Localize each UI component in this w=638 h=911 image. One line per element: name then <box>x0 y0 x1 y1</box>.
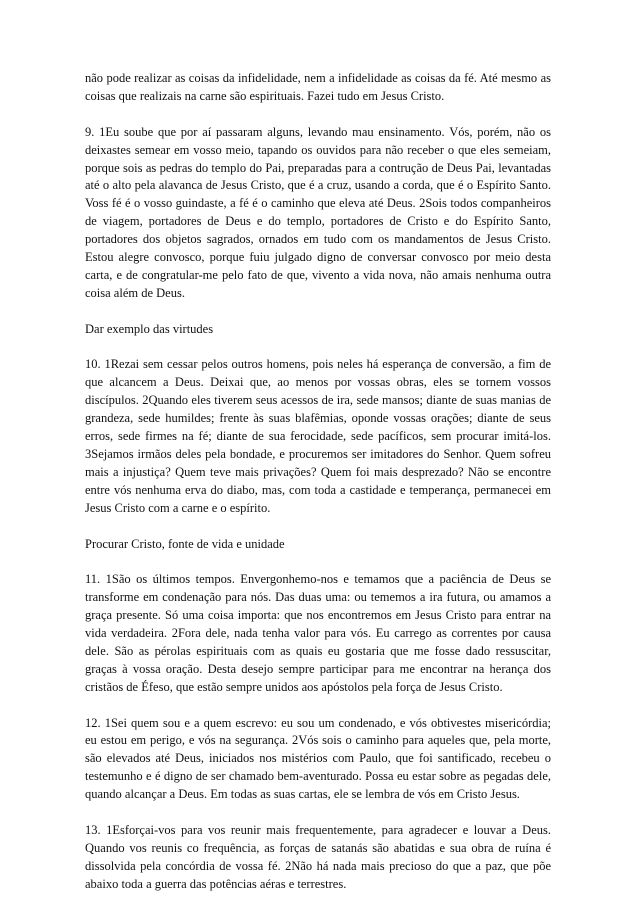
paragraph-section-9: 9. 1Eu soube que por aí passaram alguns, levando mau ensinamento. Vós, porém, não os deixastes semear em vosso meio, tapando os ouvidos para não receber o que eles semeiam, porque sois as pedras do templo do Pai, preparadas para a contrução de Deus Pai, levantadas até o alto pela alavanca de Jesus Cristo, que é a cruz, usando a corda, que é o Espírito Santo. Voss fé é o vosso guindaste, a fé é o caminho que eleva até Deus. 2Sois todos companheiros de viagem, portadores de Deus e do templo, portadores de Cristo e do Espírito Santo, portadores dos objetos sagrados, ornados em tudo com os mandamentos de Jesus Cristo. Estou alegre convosco, porque fuiu julgado digno de conversar convosco por meio desta carta, e de congratular-me pelo fato de que, vivento a vida nova, não amais nenhuma outra coisa além de Deus. <box>85 124 551 300</box>
paragraph-continuation: não pode realizar as coisas da infidelidade, nem a infidelidade as coisas da fé. Até mesmo as coisas que realizais na carne são espirituais. Fazei tudo em Jesus Cristo. <box>85 71 551 103</box>
paragraph-section-11: 11. 1São os últimos tempos. Envergonhemo-nos e temamos que a paciência de Deus se transforme em condenação para nós. Das duas uma: ou tememos a ira futura, ou amamos a graça presente. Só uma coisa importa: que nos encontremos em Jesus Cristo para entrar na vida verdadeira. 2Fora dele, nada tenha valor para vós. Eu carrego as correntes por causa dele. São as pérolas espirituais com as quais eu gostaria que me fosse dado ressuscitar, graças à vossa oração. Desta desejo sempre participar para me encontrar na herança dos cristãos de Éfeso, que estão sempre unidos aos apóstolos pela força de Jesus Cristo. <box>85 572 551 694</box>
section-heading-seek-christ: Procurar Cristo, fonte de vida e unidade <box>85 536 285 551</box>
paragraph-section-10: 10. 1Rezai sem cessar pelos outros homens, pois neles há esperança de conversão, a fim de que alcancem a Deus. Deixai que, ao menos por vossas obras, eles se tornem vossos discípulos. 2Quando eles tiverem seus acessos de ira, sede mansos; diante de suas manias de grandeza, sede humildes; frente às suas blafêmias, oponde vossas orações; diante de seus erros, sede firmes na fé; diante de sua ferocidade, sede pacíficos, sem procurar imitá-los. 3Sejamos irmãos deles pela bondade, e procuremos ser imitadores do Senhor. Quem sofreu mais a injustiça? Quem teve mais privações? Quem foi mais desprezado? Não se encontre entre vós nenhuma erva do diabo, mas, com toda a castidade e temperança, permanecei em Jesus Cristo com a carne e o espírito. <box>85 357 551 515</box>
paragraph-section-13: 13. 1Esforçai-vos para vos reunir mais frequentemente, para agradecer e louvar a Deus. Quando vos reunis co frequência, as forças de satanás são abatidas e sua obra de ruína é dissolvida pela concórdia de vossa fé. 2Não há nada mais precioso do que a paz, que põe abaixo toda a guerra das potências aéras e terrestres. <box>85 822 551 891</box>
paragraph-section-12: 12. 1Sei quem sou e a quem escrevo: eu sou um condenado, e vós obtivestes misericórdia; eu estou em perigo, e vós na segurança. 2Vós sois o caminho para aqueles que, pela morte, são elevados até Deus, iniciados nos mistérios com Paulo, que foi santificado, recebeu o testemunho e é digno de ser chamado bem-aventurado. Possa eu estar sobre as pegadas dele, quando alcançar a Deus. Em todas as suas cartas, ele se lembra de vós em Cristo Jesus. <box>85 715 551 802</box>
document-page <box>85 70 551 911</box>
section-heading-virtues: Dar exemplo das virtudes <box>85 321 214 336</box>
